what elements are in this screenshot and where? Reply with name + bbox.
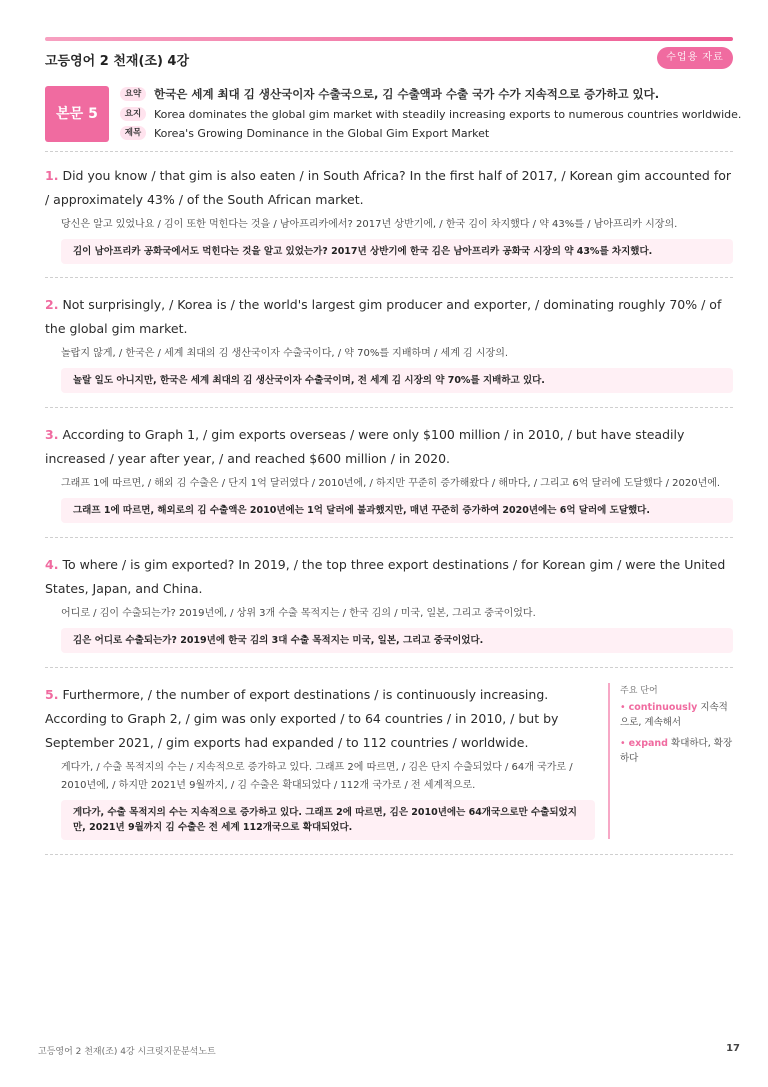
- vocab-word: expand: [628, 738, 668, 749]
- top-accent-bar: [45, 37, 733, 41]
- korean-chunk-translation: 게다가, / 수출 목적지의 수는 / 지속적으로 증가하고 있다. 그래프 2에 따르면, / 김은 단지 수출되었다 / 64개 국가로 / 2010년에, / 하지만 2021년 9월까지, / 김 수출은 확대되었다 / 112개 국가로 / 전 세계적으로.: [61, 762, 573, 791]
- english-sentence: [45, 683, 595, 755]
- material-badge: 수업용 자료: [657, 47, 733, 69]
- english-sentence: [45, 164, 733, 212]
- summary-row-summary: [120, 86, 659, 102]
- vocab-meaning: 확대하다, 확장하다: [620, 738, 733, 764]
- english-text: Furthermore, / the number of export destinations / is continuously increasing. According to Graph 2, / gim was only exported / to 64 countries / in 2010, / but by September 2021, / gim exports had expanded / to 112 countries / worldwide.: [45, 687, 559, 750]
- vocab-item: [620, 736, 733, 766]
- sentence-section-3: [45, 423, 733, 538]
- vocab-sidebar: [608, 683, 733, 839]
- bullet-icon: •: [620, 738, 626, 749]
- title-text: Korea's Growing Dominance in the Global Gim Export Market: [154, 126, 490, 140]
- sentence-section-1: [45, 164, 733, 278]
- footer-book-title: 고등영어 2 천재(조) 4강 시크릿지문분석노트: [38, 1047, 216, 1057]
- summary-row-title: [120, 125, 489, 141]
- sentence-number: 1.: [45, 168, 59, 183]
- gist-tag: 요지: [120, 107, 146, 121]
- summary-text: 한국은 세계 최대 김 생산국이자 수출국으로, 김 수출액과 수출 국가 수가 지속적으로 증가하고 있다.: [154, 87, 660, 101]
- korean-chunk-translation: 어디로 / 김이 수출되는가? 2019년에, / 상위 3개 수출 목적지는 / 한국 김의 / 미국, 일본, 그리고 중국이었다.: [61, 608, 536, 619]
- english-text: Not surprisingly, / Korea is / the world's largest gim producer and exporter, / dominating roughly 70% / of the global gim market.: [45, 297, 722, 336]
- passage-number-box: 본문 5: [45, 86, 109, 142]
- title-tag: 제목: [120, 126, 146, 140]
- gist-text: Korea dominates the global gim market with steadily increasing exports to numerous countries worldwide.: [154, 107, 742, 121]
- korean-chunk-translation: 그래프 1에 따르면, / 해외 김 수출은 / 단지 1억 달러였다 / 2010년에, / 하지만 꾸준히 증가해왔다 / 해마다, / 그리고 6억 달러에 도달했다 / 2020년에.: [61, 478, 721, 489]
- full-translation: 게다가, 수출 목적지의 수는 지속적으로 증가하고 있다. 그래프 2에 따르면, 김은 2010년에는 64개국으로만 수출되었지만, 2021년 9월까지 김 수출은 전 세계 112개국으로 확대되었다.: [61, 800, 595, 840]
- english-text: To where / is gim exported? In 2019, / the top three export destinations / for Korean gim / were the United States, Japan, and China.: [45, 557, 726, 596]
- sentence-number: 5.: [45, 687, 59, 702]
- english-text: Did you know / that gim is also eaten / in South Africa? In the first half of 2017, / Korean gim accounted for / approximately 43% / of the South African market.: [45, 168, 732, 207]
- vocab-item: [620, 700, 733, 730]
- full-translation: 놀랄 일도 아니지만, 한국은 세계 최대의 김 생산국이자 수출국이며, 전 세계 김 시장의 약 70%를 지배하고 있다.: [61, 368, 733, 393]
- bullet-icon: •: [620, 702, 626, 713]
- full-translation: 김이 남아프리카 공화국에서도 먹힌다는 것을 알고 있었는가? 2017년 상반기에 한국 김은 남아프리카 공화국 시장의 약 43%를 차지했다.: [61, 239, 733, 264]
- sentence-number: 3.: [45, 427, 59, 442]
- english-sentence: [45, 553, 733, 601]
- vocab-meaning: 지속적으로, 계속해서: [620, 702, 728, 728]
- vocab-title: 주요 단어: [620, 686, 658, 696]
- passage-summary: [45, 84, 742, 152]
- english-sentence: [45, 423, 733, 471]
- full-translation: 그래프 1에 따르면, 해외로의 김 수출액은 2010년에는 1억 달러에 불과했지만, 매년 꾸준히 증가하여 2020년에는 6억 달러에 도달했다.: [61, 498, 733, 523]
- korean-chunk-translation: 놀랍지 않게, / 한국은 / 세계 최대의 김 생산국이자 수출국이다, / 약 70%를 지배하며 / 세계 김 시장의.: [61, 348, 509, 359]
- sentence-section-4: [45, 553, 733, 668]
- sentence-section-2: [45, 293, 733, 408]
- korean-chunk-translation: 당신은 알고 있었나요 / 김이 또한 먹힌다는 것을 / 남아프리카에서? 2017년 상반기에, / 한국 김이 차지했다 / 약 43%를 / 남아프리카 시장의.: [61, 219, 678, 230]
- vocab-word: continuously: [628, 702, 698, 713]
- sentence-number: 4.: [45, 557, 59, 572]
- page-number: 17: [726, 1043, 740, 1054]
- summary-tag: 요약: [120, 87, 146, 101]
- english-text: According to Graph 1, / gim exports overseas / were only $100 million / in 2010, / but have steadily increased / year after year, / and reached $600 million / in 2020.: [45, 427, 685, 466]
- page-title: 고등영어 2 천재(조) 4강: [45, 54, 190, 69]
- full-translation: 김은 어디로 수출되는가? 2019년에 한국 김의 3대 수출 목적지는 미국, 일본, 그리고 중국이었다.: [61, 628, 733, 653]
- sentence-number: 2.: [45, 297, 59, 312]
- summary-row-gist: [120, 106, 741, 122]
- english-sentence: [45, 293, 733, 341]
